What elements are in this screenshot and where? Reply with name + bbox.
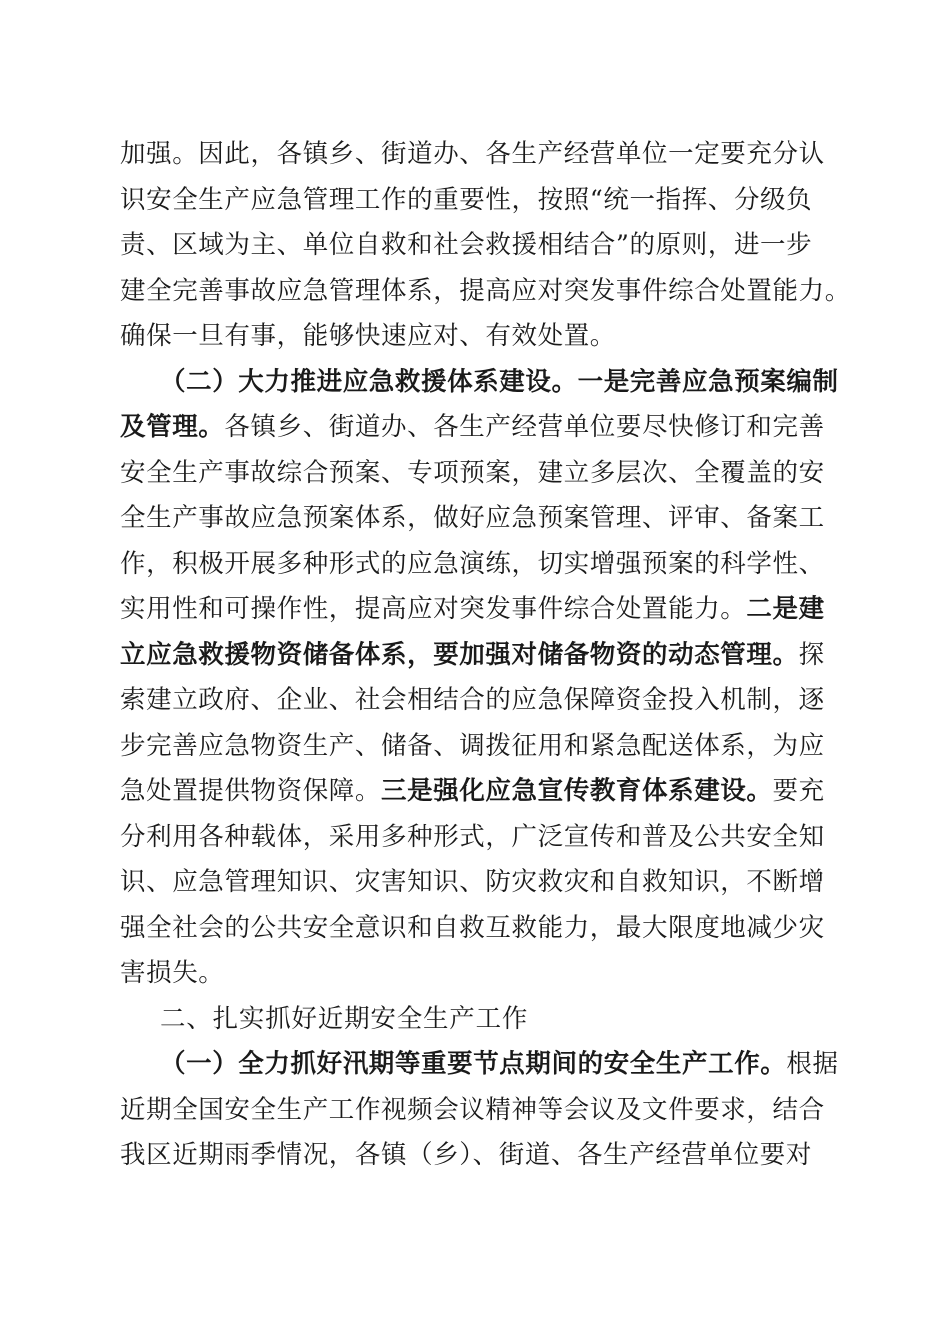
- text-run: 根据: [786, 1049, 839, 1079]
- bold-subheading: （一）全力抓好汛期等重要节点期间的安全生产工作。: [160, 1049, 787, 1079]
- text-line: 近期全国安全生产工作视频会议精神等会议及文件要求，结合: [120, 1094, 825, 1125]
- text-line: 索建立政府、企业、社会相结合的应急保障资金投入机制，逐: [120, 685, 825, 715]
- text-line: 我区近期雨季情况，各镇（乡）、街道、各生产经营单位要对: [120, 1140, 812, 1170]
- text-line: [120, 1042, 839, 1088]
- text-line: 强全社会的公共安全意识和自救互救能力，最大限度地减少灾: [120, 912, 825, 943]
- text-line: 分利用各种载体，采用多种形式，广泛宣传和普及公共安全知: [120, 821, 825, 852]
- document-page: [120, 132, 851, 1179]
- text-line: 害损失。: [120, 958, 225, 988]
- text-line: 作，积极开展多种形式的应急演练，切实增强预案的科学性、: [120, 548, 825, 579]
- text-run: 要充: [772, 776, 825, 806]
- bold-run: 三是强化应急宣传教育体系建设。: [381, 776, 773, 806]
- text-line: [120, 633, 825, 679]
- bold-run: 二是建: [746, 594, 825, 624]
- bold-run: 立应急救援物资储备体系，要加强对储备物资的动态管理。: [120, 639, 799, 670]
- paragraph-section-er: [120, 360, 839, 997]
- bold-subheading: 及管理。: [120, 412, 225, 442]
- bold-subheading: （二）大力推进应急救援体系建设。一是完善应急预案编制: [160, 366, 839, 397]
- text-line: 确保一旦有事，能够快速应对、有效处置。: [120, 321, 616, 351]
- text-line: 加强。因此，各镇乡、街道办、各生产经营单位一定要充分认: [120, 139, 825, 169]
- text-line: 识、应急管理知识、灾害知识、防灾救灾和自救知识，不断增: [120, 867, 825, 897]
- text-run: 各镇乡、街道办、各生产经营单位要尽快修订和完善: [224, 412, 825, 442]
- text-line: [120, 405, 825, 451]
- text-line: [120, 587, 825, 633]
- text-run: 实用性和可操作性，提高应对突发事件综合处置能力。: [120, 594, 747, 624]
- text-line: [120, 769, 825, 815]
- text-line: 建全完善事故应急管理体系，提高应对突发事件综合处置能力。: [120, 275, 851, 306]
- paragraph-intro: [120, 132, 851, 360]
- text-run: 探: [798, 639, 825, 670]
- section-heading: 二、扎实抓好近期安全生产工作: [160, 1003, 529, 1034]
- text-line: [120, 360, 839, 406]
- paragraph-section-yi: [120, 1042, 839, 1179]
- text-run: 急处置提供物资保障。: [120, 776, 382, 806]
- text-line: 责、区域为主、单位自救和社会救援相结合”的原则，进一步: [120, 230, 813, 260]
- text-line: 步完善应急物资生产、储备、调拨征用和紧急配送体系，为应: [120, 730, 825, 761]
- text-line: 识安全生产应急管理工作的重要性，按照“统一指挥、分级负: [120, 184, 813, 215]
- text-line: 全生产事故应急预案体系，做好应急预案管理、评审、备案工: [120, 503, 825, 533]
- text-line: 安全生产事故综合预案、专项预案，建立多层次、全覆盖的安: [120, 457, 825, 488]
